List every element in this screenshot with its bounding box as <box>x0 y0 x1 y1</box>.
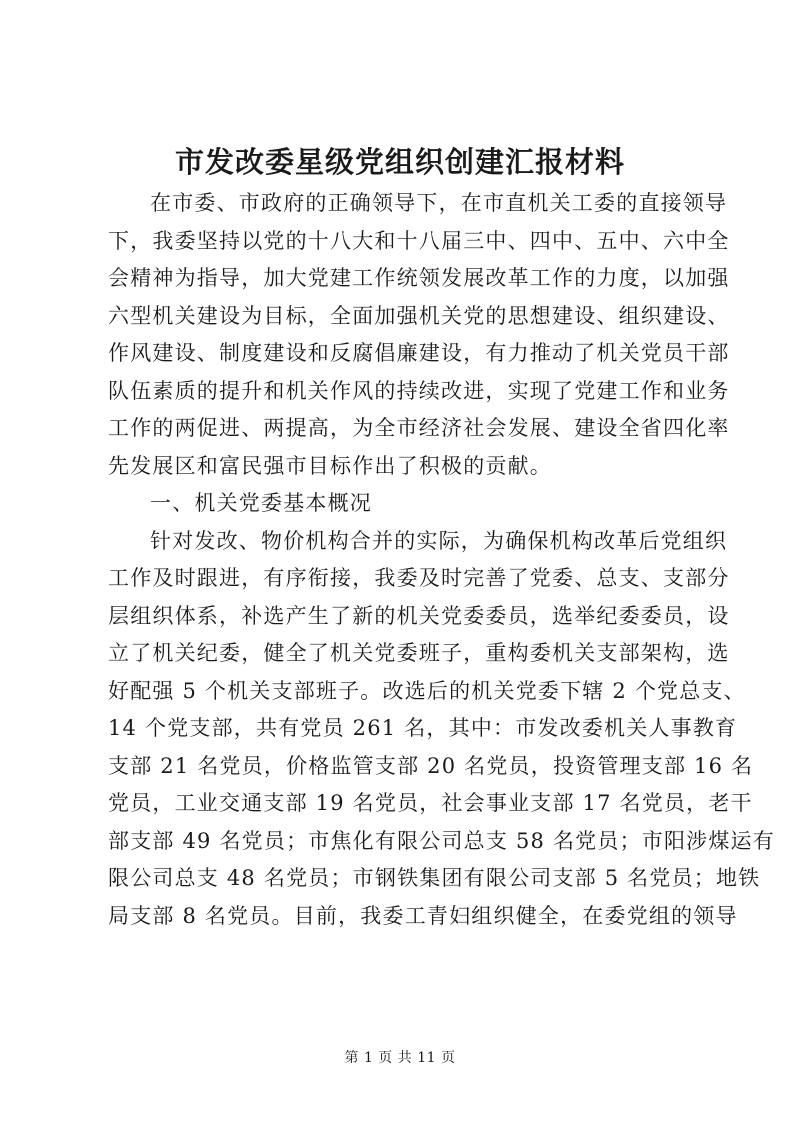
paragraph-line: 党员，工业交通支部 19 名党员，社会事业支部 17 名党员，老干 <box>108 791 753 815</box>
paragraph-line: 作风建设、制度建设和反腐倡廉建设，有力推动了机关党员干部 <box>108 341 730 365</box>
paragraph-line: 队伍素质的提升和机关作风的持续改进，实现了党建工作和业务 <box>108 378 730 403</box>
paragraph-line: 支部 21 名党员，价格监管支部 20 名党员，投资管理支部 16 名 <box>108 753 754 778</box>
paragraph-line: 工作及时跟进，有序衔接，我委及时完善了党委、总支、支部分 <box>108 566 730 590</box>
paragraph-line: 好配强 5 个机关支部班子。改选后的机关党委下辖 2 个党总支、 <box>108 678 746 703</box>
document-body <box>108 185 775 935</box>
paragraph-line: 针对发改、物价机构合并的实际，为确保机构改革后党组织 <box>150 528 728 553</box>
paragraph-line: 部支部 49 名党员；市焦化有限公司总支 58 名党员；市阳涉煤运有 <box>108 828 775 853</box>
paragraph-line: 立了机关纪委，健全了机关党委班子，重构委机关支部架构，选 <box>108 641 730 665</box>
section-heading: 一、机关党委基本概况 <box>150 491 372 515</box>
paragraph-line: 下，我委坚持以党的十八大和十八届三中、四中、五中、六中全 <box>108 228 730 253</box>
document-title: 市发改委星级党组织创建汇报材料 <box>174 145 625 179</box>
paragraph-line: 层组织体系，补选产生了新的机关党委委员，选举纪委委员，设 <box>108 603 730 628</box>
paragraph-line: 在市委、市政府的正确领导下，在市直机关工委的直接领导 <box>150 191 728 215</box>
paragraph-line: 局支部 8 名党员。目前，我委工青妇组织健全，在委党组的领导 <box>108 903 738 928</box>
paragraph-line: 会精神为指导，加大党建工作统领发展改革工作的力度，以加强 <box>108 266 730 290</box>
paragraph-line: 限公司总支 48 名党员；市钢铁集团有限公司支部 5 名党员；地铁 <box>108 866 761 890</box>
paragraph-line: 六型机关建设为目标，全面加强机关党的思想建设、组织建设、 <box>108 303 730 328</box>
paragraph-line-last: 先发展区和富民强市目标作出了积极的贡献。 <box>108 453 552 478</box>
paragraph-line: 14 个党支部，共有党员 261 名，其中：市发改委机关人事教育 <box>108 716 738 740</box>
page-number-footer: 第 1 页 共 11 页 <box>344 1050 456 1066</box>
paragraph-line: 工作的两促进、两提高，为全市经济社会发展、建设全省四化率 <box>108 416 730 440</box>
